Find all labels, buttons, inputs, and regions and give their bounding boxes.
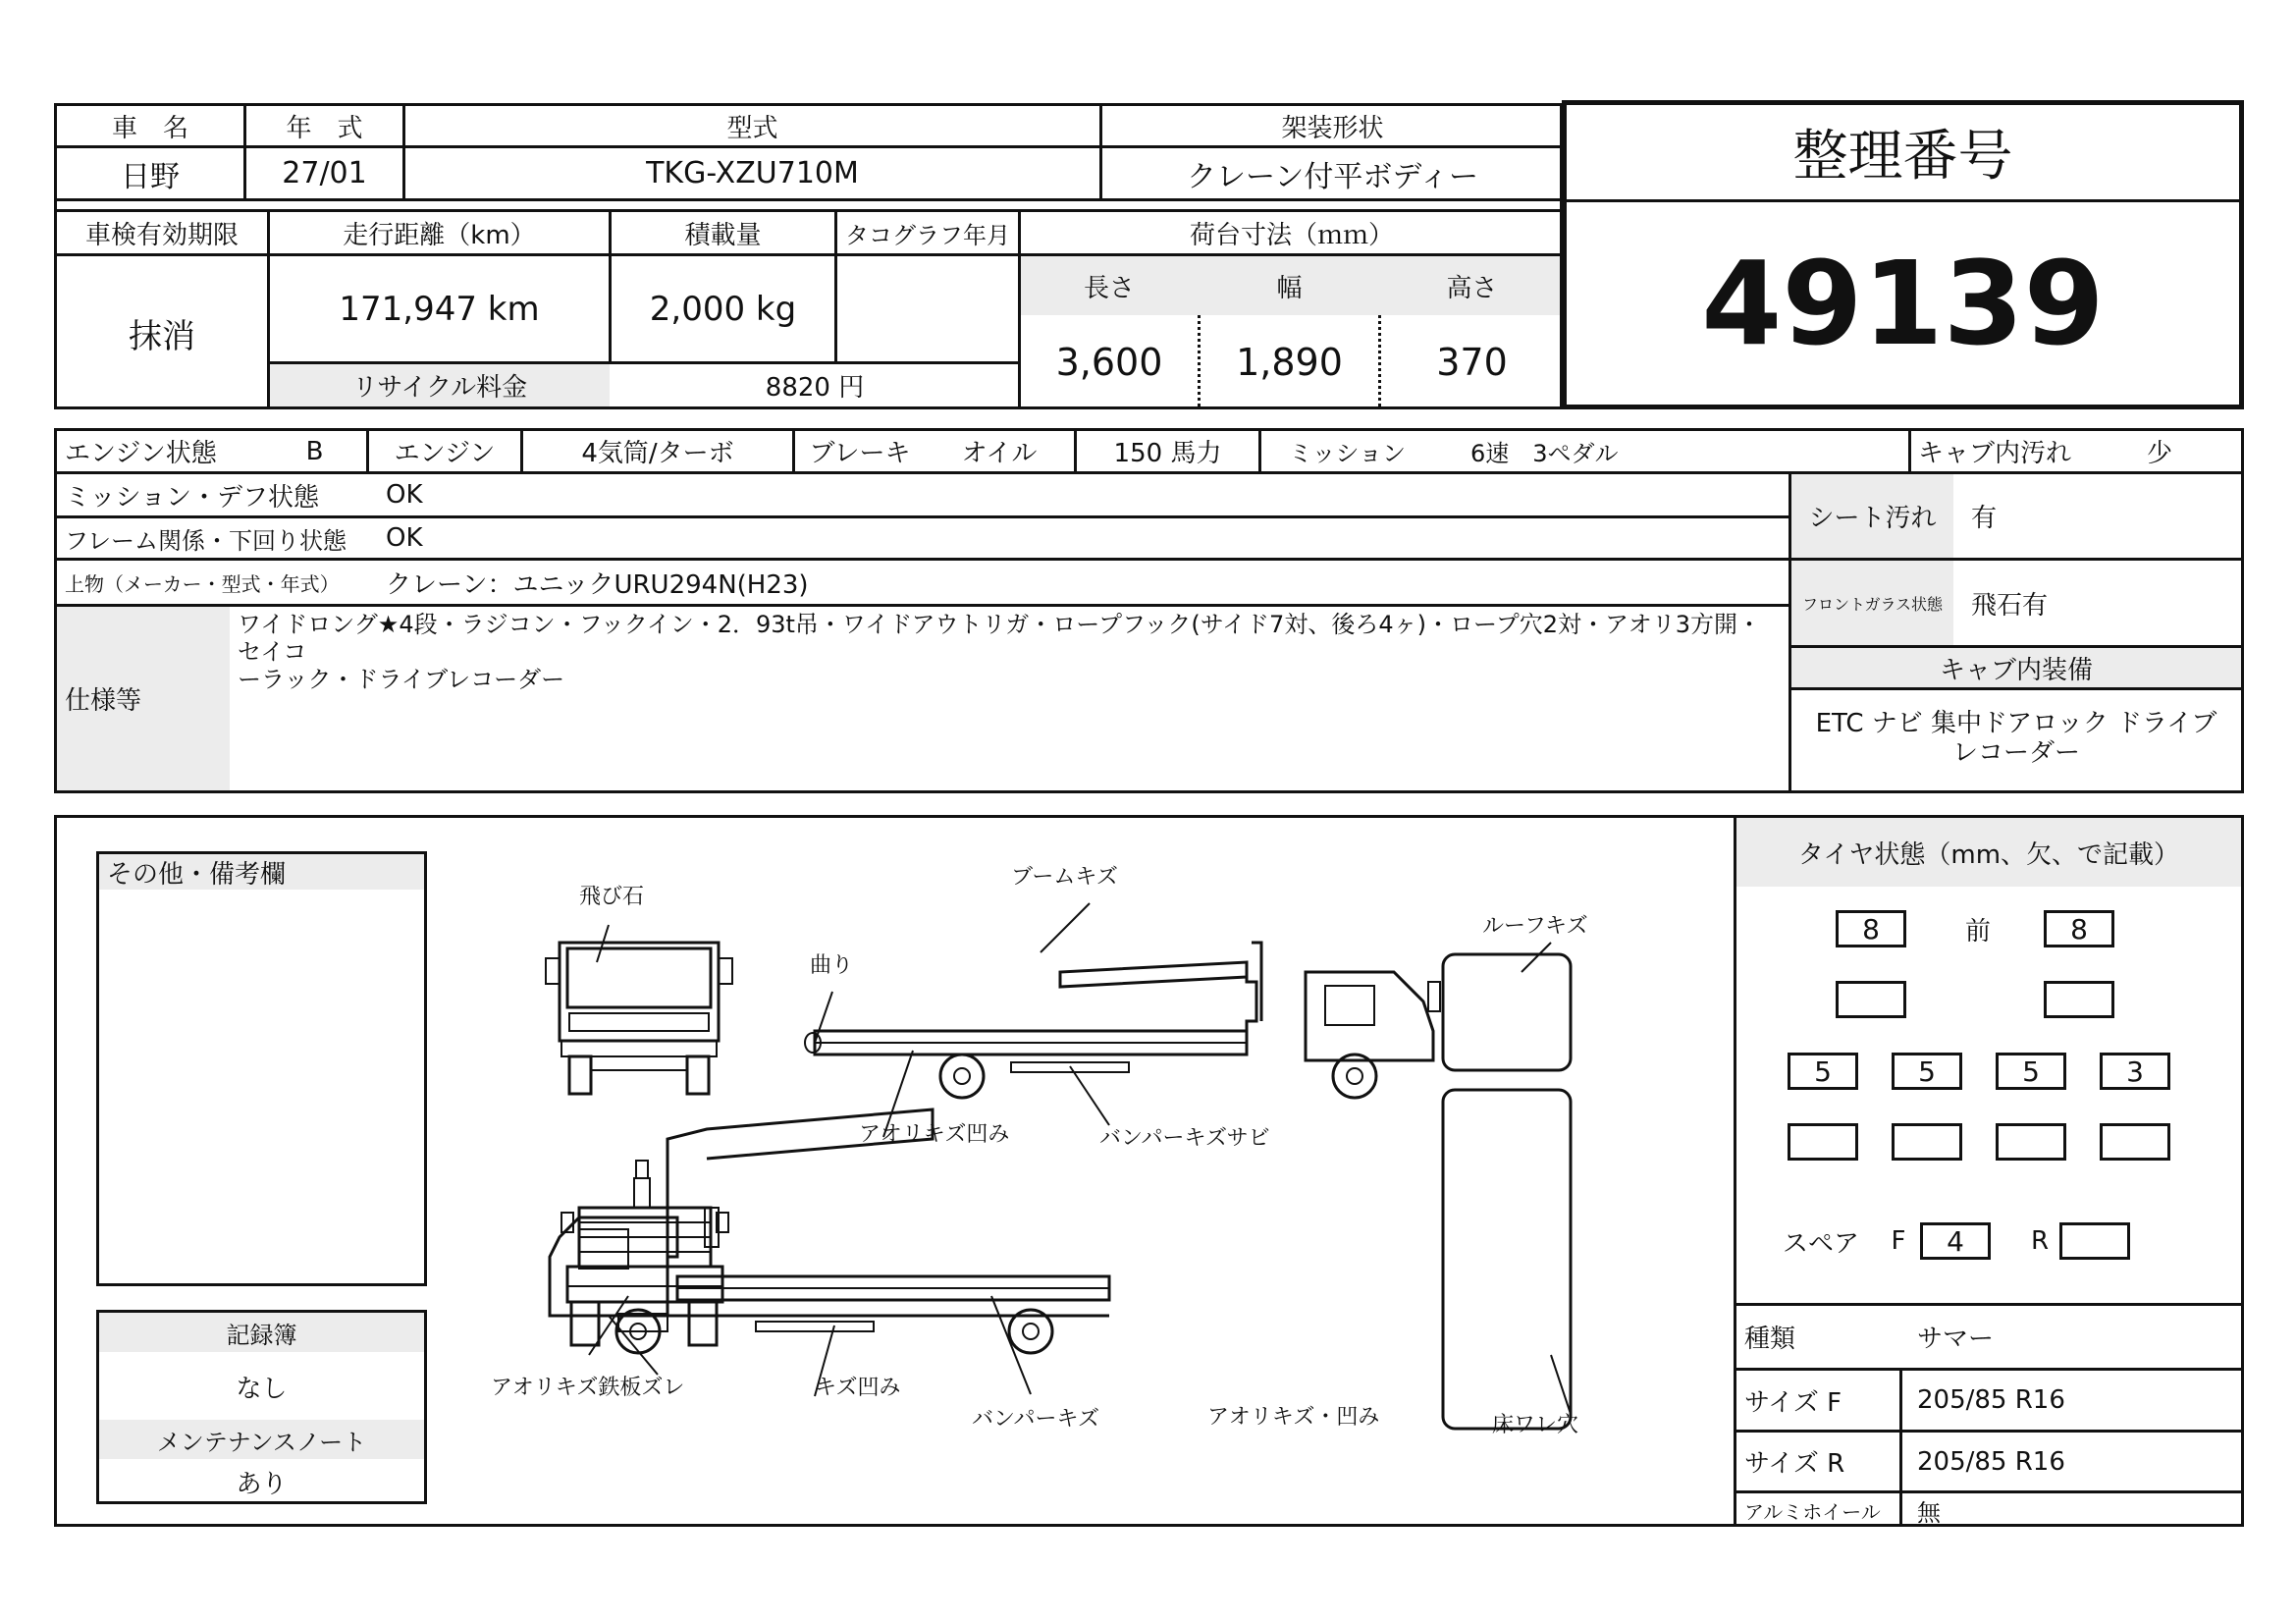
value-mileage: 171,947 km	[339, 289, 540, 329]
value-horsepower: 150 馬力	[1113, 439, 1222, 468]
serial-number-value: 49139	[1701, 236, 2105, 371]
label-alloy-wheel: アルミホイール	[1744, 1499, 1881, 1524]
value-transmission: 6速 3ペダル	[1470, 440, 1619, 467]
label-remarks: その他・備考欄	[107, 859, 287, 890]
spare-r-label: R	[2030, 1226, 2050, 1256]
header-height: 高さ	[1446, 273, 1498, 303]
truck-side-view-top	[805, 943, 1440, 1098]
tire-spare-rear	[2059, 1222, 2130, 1260]
label-bumper-rust: バンパーキズサビ	[1099, 1126, 1270, 1151]
spec-line-1: ワイドロング★4段・ラジコン・フックイン・2．93t吊・ワイドアウトリガ・ロープフック(サイド7対、後ろ4ヶ)・ロープ穴2対・アオリ3方開・セイコ	[238, 611, 1762, 666]
value-cab-dirt: 少	[2146, 439, 2172, 468]
label-cab-equipment: キャブ内装備	[1939, 655, 2093, 685]
spare-f-label: F	[1891, 1226, 1906, 1256]
value-inspection: 抹消	[129, 316, 195, 356]
label-maintenance-note: メンテナンスノート	[156, 1428, 367, 1456]
value-mission-diff: OK	[386, 480, 423, 510]
tire-front-right: 8	[2044, 910, 2114, 947]
label-bumper: バンパーキズ	[972, 1407, 1100, 1432]
truck-side-view-bottom	[550, 1109, 1109, 1353]
value-width: 1,890	[1236, 341, 1343, 384]
label-record-book: 記録簿	[226, 1321, 297, 1349]
header-model: 型式	[726, 113, 778, 143]
value-upper-body: クレーン：ユニックURU294N(H23)	[386, 569, 809, 600]
value-record-book: なし	[236, 1374, 288, 1404]
label-bend: 曲り	[810, 953, 854, 978]
header-year: 年 式	[286, 113, 363, 143]
label-engine: エンジン	[394, 439, 496, 468]
label-frame: フレーム関係・下回り状態	[65, 526, 347, 555]
value-height: 370	[1436, 341, 1508, 384]
cab-equipment-line-2: レコーダー	[1951, 738, 2080, 768]
label-upper-body: 上物（メーカー・型式・年式）	[65, 571, 340, 596]
floor-outline	[1443, 1090, 1571, 1429]
label-brake: ブレーキ	[809, 439, 911, 468]
value-remarks	[108, 898, 417, 1271]
label-mission-diff: ミッション・デフ状態	[65, 482, 319, 513]
tire-rear2-1	[1788, 1123, 1858, 1161]
value-recycle-fee: 8820 円	[765, 373, 865, 403]
value-body-type: クレーン付平ボディー	[1187, 159, 1478, 194]
label-roof: ルーフキズ	[1482, 914, 1588, 939]
tire-front-label: 前	[1964, 916, 1991, 947]
header-width: 幅	[1276, 273, 1303, 303]
tire-rear2-3	[1996, 1123, 2066, 1161]
tire-rear-1: 5	[1788, 1053, 1858, 1090]
tire-front2-right	[2044, 981, 2114, 1018]
value-vehicle-name: 日野	[121, 159, 180, 194]
tire-spare-front: 4	[1920, 1222, 1991, 1260]
label-windshield: フロントガラス状態	[1801, 594, 1944, 614]
header-tachograph: タコグラフ年月	[845, 221, 1010, 249]
label-seat-dirt: シート汚れ	[1808, 504, 1937, 533]
header-inspection: 車検有効期限	[84, 220, 239, 250]
value-model: TKG-XZU710M	[646, 156, 859, 190]
label-floor-hole: 床ワレ穴	[1492, 1413, 1579, 1437]
value-maintenance-note: あり	[236, 1469, 288, 1499]
label-boom: ブームキズ	[1011, 865, 1118, 890]
value-frame: OK	[386, 523, 423, 553]
serial-number-label: 整理番号	[1792, 125, 2013, 189]
value-spec	[238, 611, 1779, 693]
tire-rear-4: 3	[2100, 1053, 2170, 1090]
label-tire-type: 種類	[1744, 1325, 1796, 1354]
value-tire-size-front: 205/85 R16	[1917, 1385, 2065, 1415]
label-transmission: ミッション	[1288, 440, 1407, 467]
value-windshield: 飛石有	[1971, 590, 2049, 621]
truck-front-view	[546, 943, 732, 1094]
value-alloy-wheel: 無	[1917, 1498, 1941, 1527]
header-load: 積載量	[684, 220, 762, 250]
label-tire-size-front: サイズ F	[1744, 1387, 1842, 1418]
header-recycle-fee: リサイクル料金	[351, 373, 528, 403]
tire-condition-header: タイヤ状態（mm、欠、で記載）	[1797, 839, 2180, 870]
header-body-type: 架装形状	[1281, 113, 1384, 143]
label-spec: 仕様等	[65, 686, 142, 716]
truck-damage-diagram	[461, 844, 1698, 1473]
value-year: 27/01	[282, 156, 367, 190]
tire-rear-3: 5	[1996, 1053, 2066, 1090]
tire-rear2-2	[1892, 1123, 1962, 1161]
value-length: 3,600	[1055, 341, 1163, 384]
value-cab-equipment	[1791, 709, 2241, 768]
truck-rear-view	[561, 1161, 728, 1345]
label-engine-state: エンジン状態	[65, 439, 217, 468]
label-aori-dent: アオリキズ凹み	[859, 1122, 1010, 1147]
value-tire-size-rear: 205/85 R16	[1917, 1446, 2065, 1477]
value-engine-state: B	[305, 436, 324, 466]
header-length: 長さ	[1083, 273, 1135, 303]
tire-front2-left	[1836, 981, 1906, 1018]
label-tire-size-rear: サイズ R	[1744, 1449, 1845, 1479]
label-scratch-dent: キズ凹み	[815, 1376, 901, 1400]
value-seat-dirt: 有	[1971, 504, 1998, 533]
spare-label: スペア	[1782, 1228, 1859, 1259]
header-cargo-dimensions: 荷台寸法（ｍｍ）	[1189, 220, 1394, 250]
value-engine: 4気筒/ターボ	[581, 439, 734, 468]
tire-rear-2: 5	[1892, 1053, 1962, 1090]
header-mileage: 走行距離（km）	[343, 220, 536, 250]
value-tire-type: サマー	[1917, 1325, 1995, 1354]
roof-outline	[1443, 954, 1571, 1070]
cab-equipment-line-1: ETC ナビ 集中ドアロック ドライブ	[1815, 709, 2217, 738]
value-load: 2,000 kg	[649, 289, 797, 329]
tire-rear2-4	[2100, 1123, 2170, 1161]
label-cab-dirt: キャブ内汚れ	[1917, 439, 2071, 468]
spec-line-2: ーラック・ドライブレコーダー	[238, 666, 565, 693]
label-aori-scratch: アオリキズ・凹み	[1207, 1405, 1380, 1430]
value-tachograph	[837, 256, 1018, 361]
header-vehicle-name: 車 名	[111, 113, 188, 143]
tire-front-left: 8	[1836, 910, 1906, 947]
label-aori-plate: アオリキズ鉄板ズレ	[491, 1376, 685, 1400]
value-brake: オイル	[961, 439, 1038, 468]
label-chip: 飛び石	[579, 885, 645, 909]
